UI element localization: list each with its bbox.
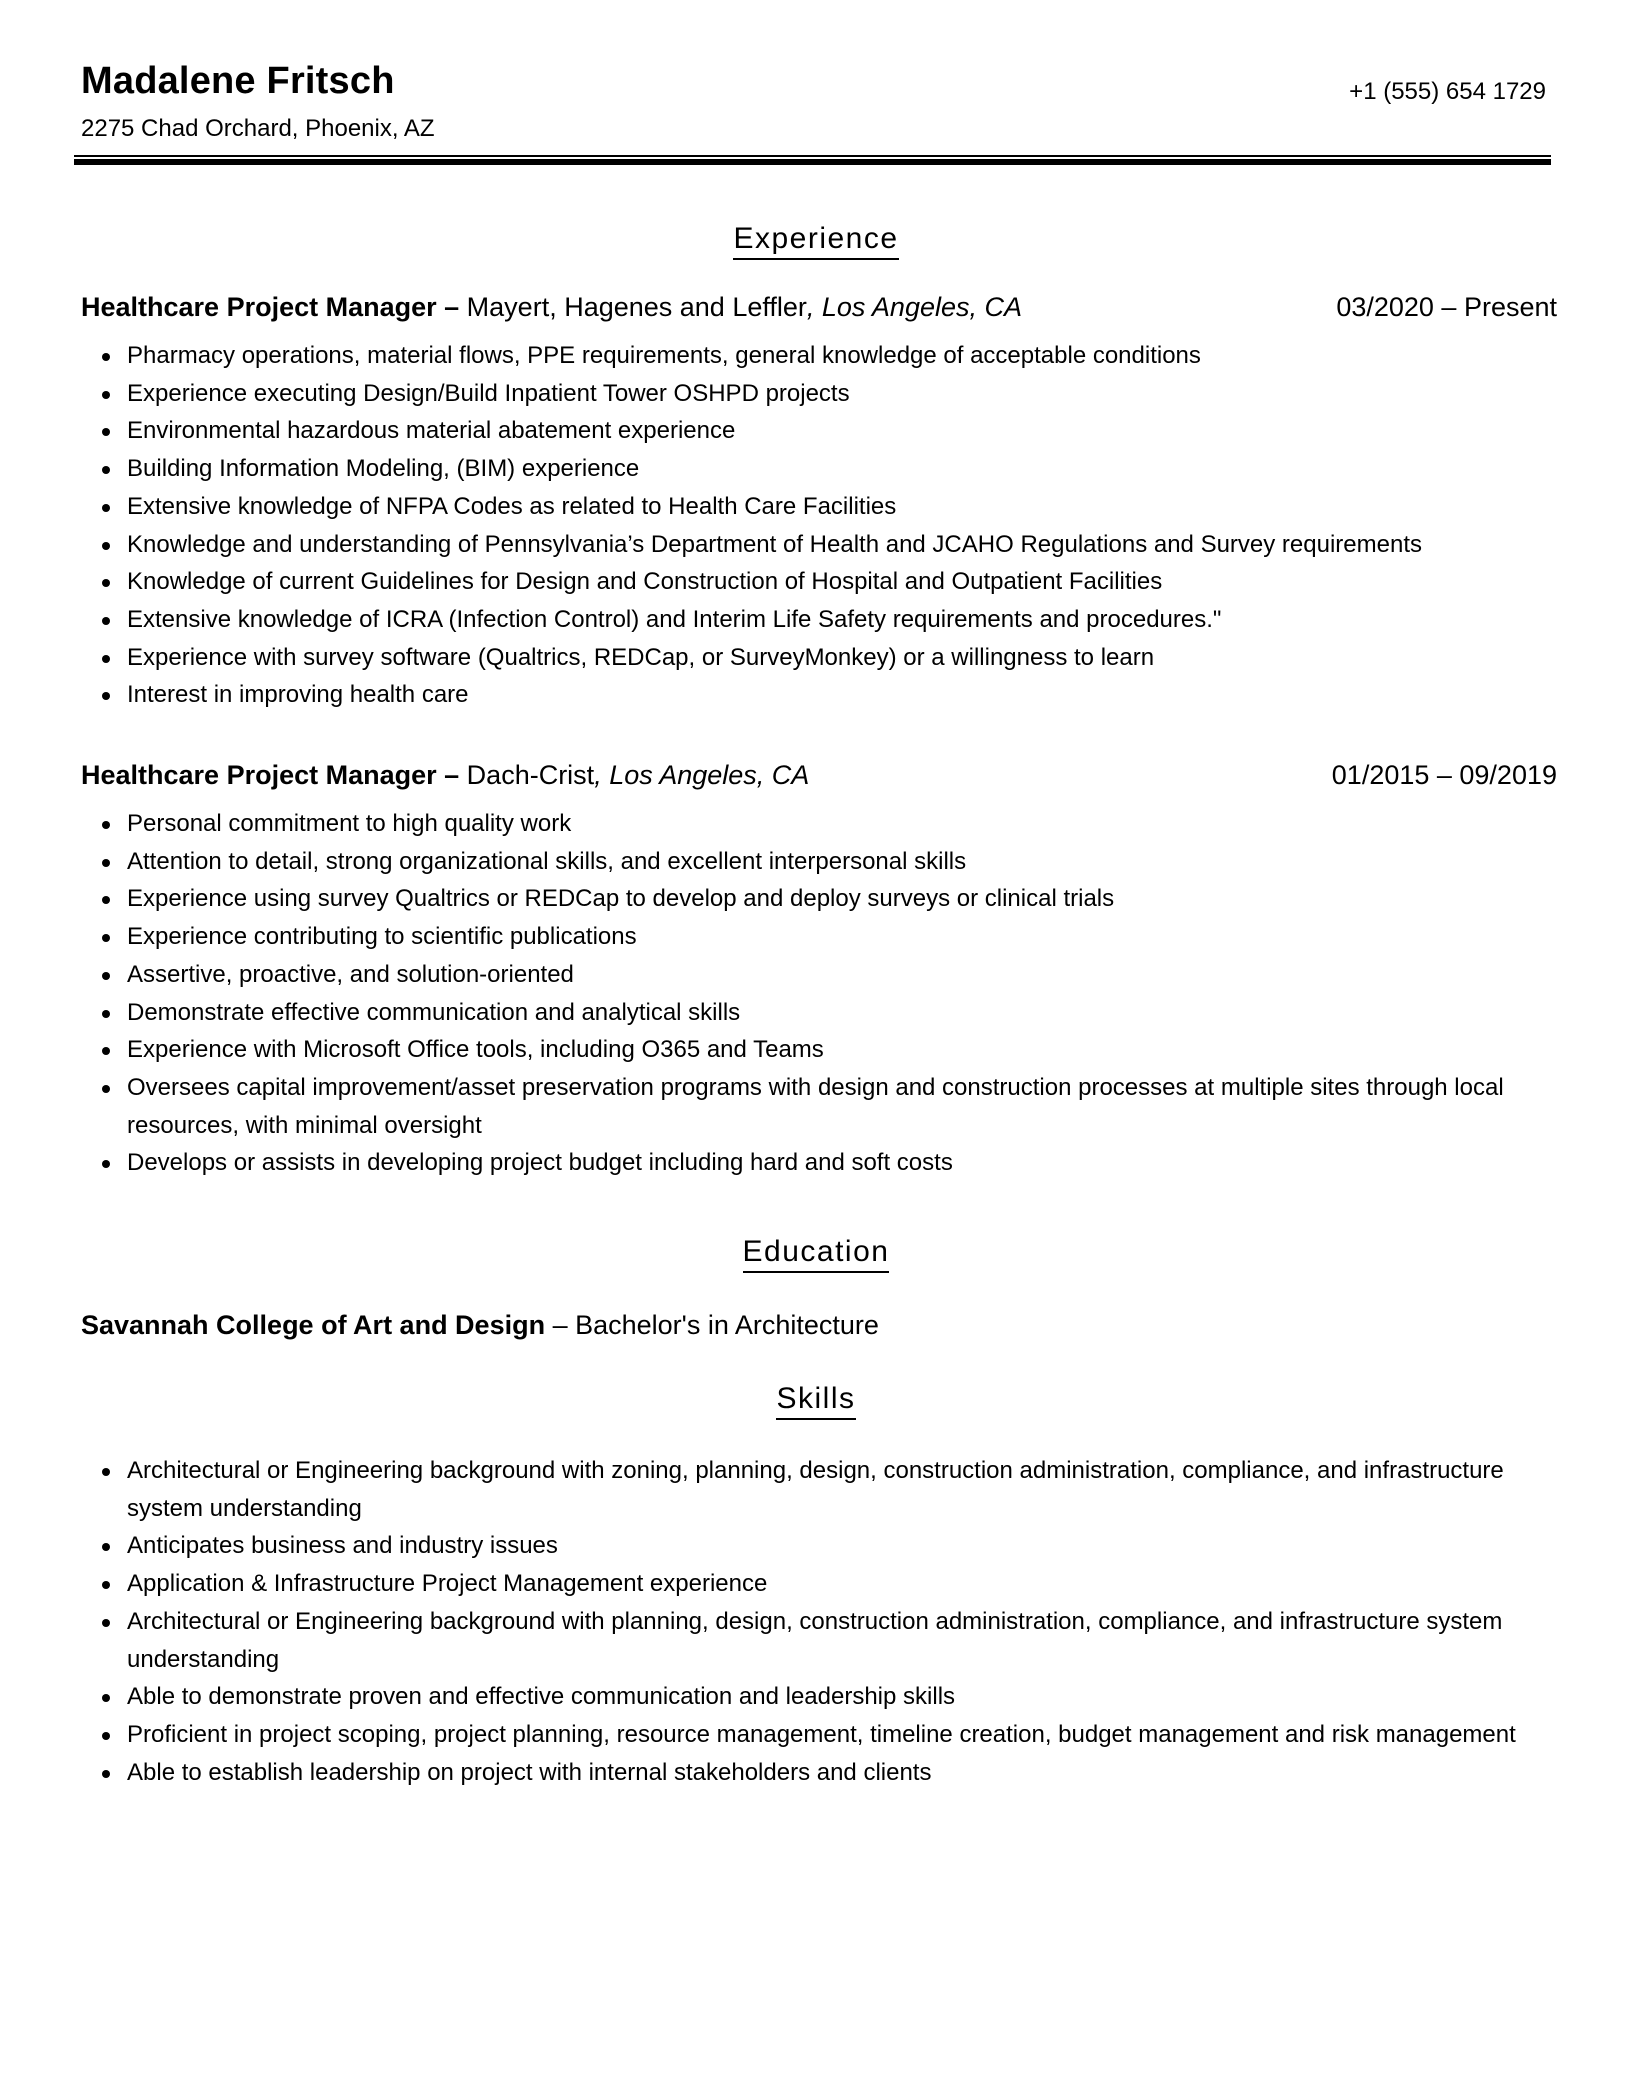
list-item: Experience executing Design/Build Inpatient Tower OSHPD projects bbox=[81, 375, 1557, 413]
list-item: Experience contributing to scientific publications bbox=[81, 918, 1557, 956]
job-dates: 01/2015 – 09/2019 bbox=[1331, 760, 1557, 790]
job-title-line bbox=[81, 292, 1022, 323]
school-name: Savannah College of Art and Design bbox=[81, 1310, 546, 1340]
list-item: Experience with survey software (Qualtrics, REDCap, or SurveyMonkey) or a willingness to learn bbox=[81, 639, 1557, 677]
job-bullet-list bbox=[81, 337, 1557, 714]
list-item: Attention to detail, strong organizational skills, and excellent interpersonal skills bbox=[81, 843, 1557, 881]
job-title-line bbox=[81, 760, 809, 791]
list-item: Develops or assists in developing project budget including hard and soft costs bbox=[81, 1144, 1557, 1182]
list-item: Anticipates business and industry issues bbox=[81, 1527, 1521, 1565]
list-item: Experience with Microsoft Office tools, including O365 and Teams bbox=[81, 1031, 1557, 1069]
header-divider bbox=[74, 155, 1551, 165]
job-title: Healthcare Project Manager – bbox=[81, 292, 460, 322]
list-item: Oversees capital improvement/asset preservation programs with design and construction processes at multiple sites through local resources, with minimal oversight bbox=[81, 1069, 1557, 1144]
candidate-address: 2275 Chad Orchard, Phoenix, AZ bbox=[81, 115, 435, 142]
list-item: Demonstrate effective communication and analytical skills bbox=[81, 994, 1557, 1032]
degree: – Bachelor's in Architecture bbox=[545, 1310, 879, 1340]
list-item: Building Information Modeling, (BIM) experience bbox=[81, 450, 1557, 488]
list-item: Interest in improving health care bbox=[81, 676, 1557, 714]
list-item: Architectural or Engineering background with planning, design, construction administration, compliance, and infrastructure system understanding bbox=[81, 1603, 1521, 1678]
education-entry bbox=[81, 1310, 879, 1341]
job-company: Mayert, Hagenes and Leffler bbox=[459, 292, 807, 322]
section-title-education: Education bbox=[0, 1235, 1632, 1273]
list-item: Knowledge and understanding of Pennsylvania’s Department of Health and JCAHO Regulations and Survey requirements bbox=[81, 526, 1557, 564]
list-item: Able to demonstrate proven and effective communication and leadership skills bbox=[81, 1678, 1521, 1716]
job-location: , Los Angeles, CA bbox=[806, 292, 1023, 322]
list-item: Knowledge of current Guidelines for Design and Construction of Hospital and Outpatient Facilities bbox=[81, 563, 1557, 601]
list-item: Assertive, proactive, and solution-oriented bbox=[81, 956, 1557, 994]
candidate-name: Madalene Fritsch bbox=[81, 60, 395, 102]
list-item: Personal commitment to high quality work bbox=[81, 805, 1557, 843]
job-location: , Los Angeles, CA bbox=[594, 760, 810, 790]
list-item: Application & Infrastructure Project Management experience bbox=[81, 1565, 1521, 1603]
list-item: Environmental hazardous material abatement experience bbox=[81, 412, 1557, 450]
job-dates: 03/2020 – Present bbox=[1336, 292, 1557, 322]
candidate-phone: +1 (555) 654 1729 bbox=[1349, 78, 1546, 105]
job-bullet-list bbox=[81, 805, 1557, 1182]
list-item: Able to establish leadership on project with internal stakeholders and clients bbox=[81, 1754, 1521, 1792]
list-item: Extensive knowledge of NFPA Codes as related to Health Care Facilities bbox=[81, 488, 1557, 526]
section-title-skills: Skills bbox=[0, 1382, 1632, 1420]
job-heading bbox=[81, 760, 1557, 791]
job-company: Dach-Crist bbox=[459, 760, 595, 790]
list-item: Extensive knowledge of ICRA (Infection Control) and Interim Life Safety requirements and procedures." bbox=[81, 601, 1557, 639]
list-item: Architectural or Engineering background with zoning, planning, design, construction administration, compliance, and infrastructure system understanding bbox=[81, 1452, 1521, 1527]
list-item: Pharmacy operations, material flows, PPE requirements, general knowledge of acceptable conditions bbox=[81, 337, 1557, 375]
list-item: Experience using survey Qualtrics or REDCap to develop and deploy surveys or clinical trials bbox=[81, 880, 1557, 918]
section-title-experience: Experience bbox=[0, 222, 1632, 260]
job-heading bbox=[81, 292, 1557, 323]
job-title: Healthcare Project Manager – bbox=[81, 760, 460, 790]
skills-list bbox=[81, 1452, 1521, 1791]
list-item: Proficient in project scoping, project planning, resource management, timeline creation, budget management and risk management bbox=[81, 1716, 1521, 1754]
